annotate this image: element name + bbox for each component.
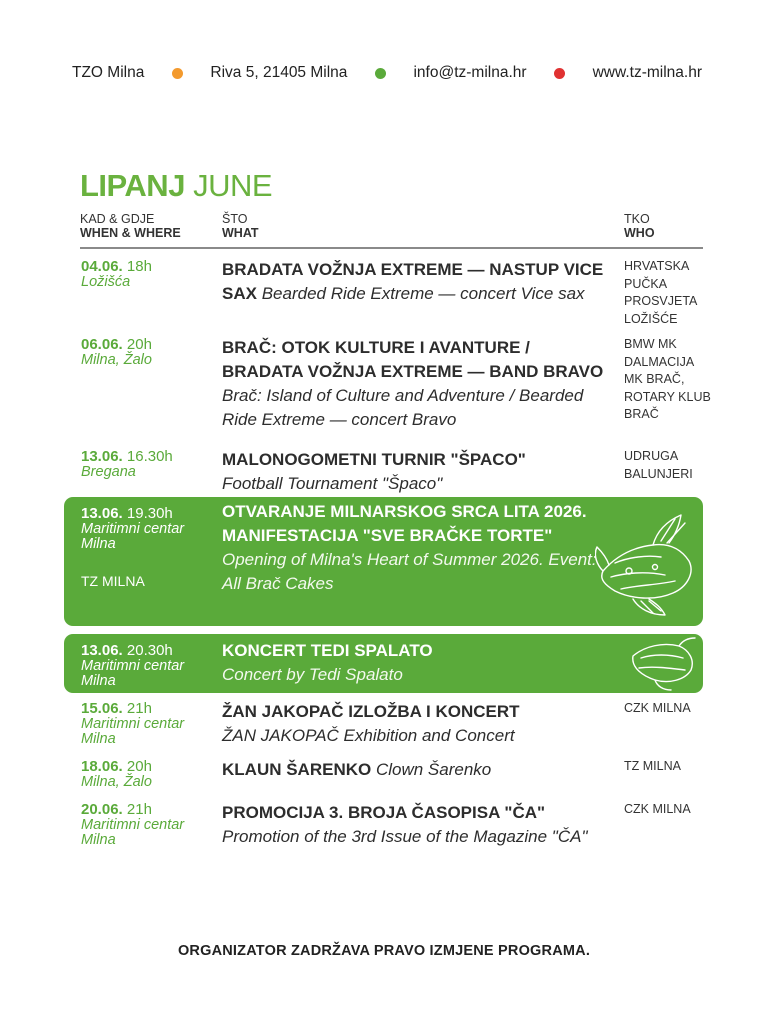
event-time: 16.30h [126,448,173,465]
event-date-line [81,758,216,775]
event-row-highlighted [64,497,703,626]
page-title [80,168,272,204]
event-title-hr: PROMOCIJA 3. BROJA ČASOPISA "ČA" [222,803,546,822]
event-who: CZK MILNA [624,701,691,715]
event-date-line [81,801,216,818]
event-who: UDRUGA BALUNJERI [624,449,693,481]
event-date-line [81,700,216,717]
event-place: Maritimni centar Milna [81,817,185,848]
event-row [64,700,703,750]
event-title-hr: KONCERT TEDI SPALATO [222,641,433,660]
col-when-en: WHEN & WHERE [80,226,181,240]
event-who: BMW MK DALMACIJA MK BRAČ, ROTARY KLUB BRAČ [624,337,711,421]
event-what [222,258,614,306]
event-title-hr: KLAUN ŠARENKO [222,760,372,779]
event-what [222,448,614,496]
event-time: 20.30h [126,642,173,659]
event-title-hr: BRADATA VOŽNJA EXTREME — NASTUP VICE SAX [222,260,604,303]
event-title-hr: OTVARANJE MILNARSKOG SRCA LITA 2026. MANIFESTACIJA "SVE BRAČKE TORTE" [222,502,587,545]
event-row [64,758,703,798]
title-en: JUNE [193,168,273,203]
event-date: 06.06. [81,336,123,353]
event-who: TZ MILNA [624,759,681,773]
event-place: Milna, Žalo [81,352,152,368]
event-place: Maritimni centar Milna [81,658,185,689]
orange-dot-icon [172,68,183,79]
event-time: 20h [126,336,152,353]
website-link[interactable]: www.tz-milna.hr [592,64,702,81]
event-date: 15.06. [81,700,123,717]
event-date: 20.06. [81,801,123,818]
event-title-hr: BRAČ: OTOK KULTURE I AVANTURE / BRADATA VOŽNJA EXTREME — BAND BRAVO [222,338,604,381]
footer-disclaimer: ORGANIZATOR ZADRŽAVA PRAVO IZMJENE PROGRAMA. [177,943,591,959]
event-date: 13.06. [81,642,123,659]
col-what-en: WHAT [222,226,259,240]
event-who: HRVATSKA PUČKA PROSVJETA LOŽIŠĆE [624,259,697,326]
event-date-line [81,642,216,659]
event-place: Bregana [81,464,136,480]
event-when [81,505,216,589]
event-what [222,758,614,782]
col-head-when [80,212,181,240]
event-row [64,801,703,856]
event-who: TZ MILNA [81,573,145,589]
col-head-who [624,212,655,240]
candy-illustration-icon [629,636,699,691]
event-when [81,258,216,290]
event-date: 13.06. [81,448,123,465]
event-date: 13.06. [81,505,123,522]
event-row [64,448,703,496]
col-when-hr: KAD & GDJE [80,212,155,226]
event-who: CZK MILNA [624,802,691,816]
event-title-hr: ŽAN JAKOPAČ IZLOŽBA I KONCERT [222,702,520,721]
event-what [222,639,614,687]
red-dot-icon [554,68,565,79]
event-place: Ložišća [81,274,131,290]
email-link[interactable]: info@tz-milna.hr [413,64,527,81]
event-row [64,258,703,330]
event-date-line [81,448,216,465]
col-who-hr: TKO [624,212,650,226]
event-time: 19.30h [126,505,173,522]
event-what [222,500,614,596]
col-head-what [222,212,259,240]
event-what [222,336,614,432]
event-what [222,801,614,849]
event-time: 20h [126,758,152,775]
event-title-en: Opening of Milna's Heart of Summer 2026. Event: All Brač Cakes [222,550,597,593]
event-title-en: Clown Šarenko [375,760,492,779]
event-when [81,336,216,368]
event-when [81,700,216,747]
event-date-line [81,505,216,522]
col-what-hr: ŠTO [222,212,248,226]
event-time: 21h [126,801,152,818]
event-title-en: Bearded Ride Extreme — concert Vice sax [261,284,585,303]
event-date-line [81,336,216,353]
event-when [81,642,216,689]
org-name: TZO Milna [72,64,145,81]
event-title-hr: MALONOGOMETNI TURNIR "ŠPACO" [222,450,526,469]
title-hr: LIPANJ [80,168,185,203]
event-when [81,448,216,480]
event-what [222,700,614,748]
event-date-line [81,258,216,275]
event-title-en: Brač: Island of Culture and Adventure / Bearded Ride Extreme — concert Bravo [222,386,584,429]
event-time: 21h [126,700,152,717]
event-title-en: Concert by Tedi Spalato [222,665,403,684]
event-row-highlighted [64,634,703,693]
address: Riva 5, 21405 Milna [210,64,348,81]
event-title-en: ŽAN JAKOPAČ Exhibition and Concert [222,726,515,745]
green-dot-icon [375,68,386,79]
event-date: 04.06. [81,258,123,275]
event-title-en: Football Tournament "Špaco" [222,474,443,493]
contact-header [72,64,702,82]
event-place: Maritimni centar Milna [81,521,185,552]
event-time: 18h [126,258,152,275]
event-place: Milna, Žalo [81,774,152,790]
event-title-en: Promotion of the 3rd Issue of the Magazine "ČA" [222,827,588,846]
event-when [81,758,216,790]
event-when [81,801,216,848]
candy-illustration-icon [595,511,699,619]
header-divider [80,247,703,249]
event-date: 18.06. [81,758,123,775]
event-place: Maritimni centar Milna [81,716,185,747]
col-who-en: WHO [624,226,655,240]
event-row [64,336,711,436]
